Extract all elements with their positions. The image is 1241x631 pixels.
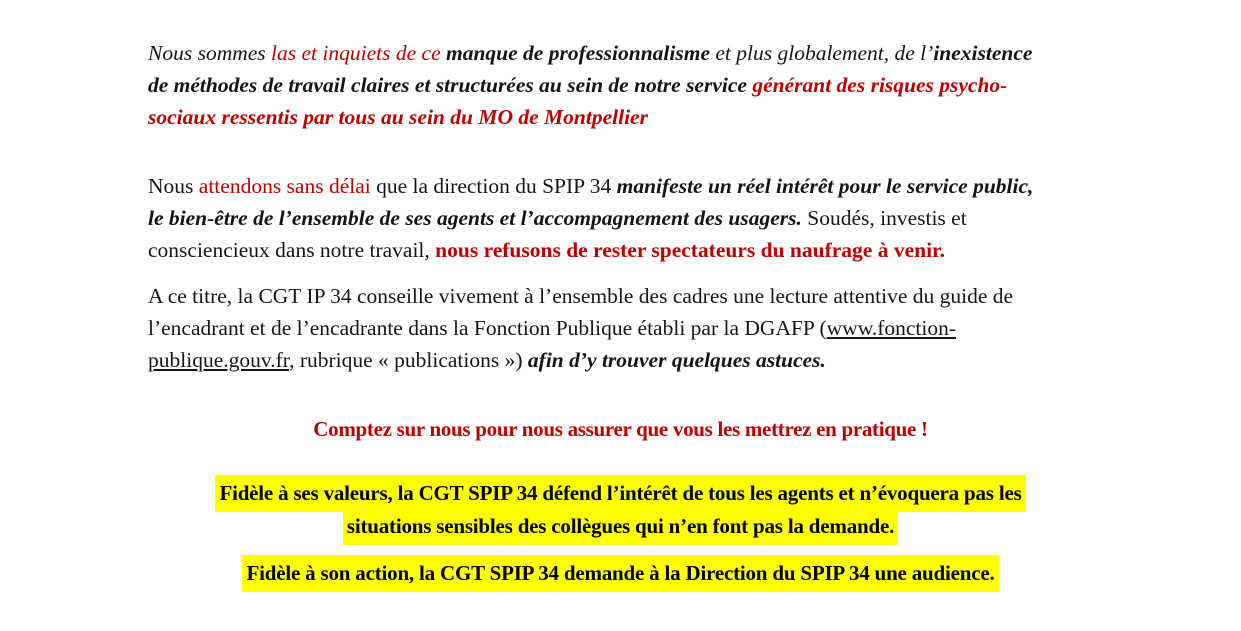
text-line [148, 101, 1093, 133]
text-segment: situations sensibles des collègues qui n’en font pas la demande. [343, 508, 898, 545]
text-segment: , rubrique « publications ») [289, 348, 528, 372]
text-line [148, 234, 1093, 266]
para-comptez [148, 413, 1093, 445]
text-segment: Comptez sur nous pour nous assurer que vous les mettrez en pratique ! [313, 417, 928, 441]
text-segment: inexistence [933, 41, 1033, 65]
text-line [148, 202, 1093, 234]
text-segment: consciencieux dans notre travail, [148, 238, 436, 262]
text-segment: générant des risques psycho- [752, 73, 1008, 97]
text-segment: que la direction du SPIP 34 [376, 174, 617, 198]
text-segment: manque de professionnalisme [446, 41, 710, 65]
text-line [148, 69, 1093, 101]
text-line [148, 557, 1093, 590]
text-segment: le bien-être de l’ensemble de ses agents et l’accompagnement des usagers. [148, 206, 802, 230]
text-segment: afin d’y trouver quelques astuces. [527, 348, 826, 372]
text-segment: sociaux ressentis par tous au sein du MO de Montpellier [148, 105, 648, 129]
text-segment: de méthodes de travail claires et structurées au sein de notre service [148, 73, 753, 97]
text-segment: manifeste un réel intérêt pour le service public, [616, 174, 1034, 198]
hyperlink-fonction-publique[interactable]: www.fonction- [826, 316, 957, 340]
text-segment: attendons sans délai [198, 174, 377, 198]
hyperlink-fonction-publique[interactable]: publique.gouv.fr [148, 348, 290, 372]
para-constat [148, 37, 1093, 133]
text-segment: A ce titre, la CGT IP 34 conseille vivement à l’ensemble des cadres une lecture attentive du guide de [148, 284, 1014, 308]
text-line [148, 312, 1093, 344]
para-fidele-action [148, 557, 1093, 590]
text-segment: Soudés, investis et [801, 206, 967, 230]
text-segment: Fidèle à ses valeurs, la CGT SPIP 34 défend l’intérêt de tous les agents et n’évoquera pas les [215, 475, 1025, 512]
text-line [148, 37, 1093, 69]
text-line [148, 170, 1093, 202]
text-segment: Fidèle à son action, la CGT SPIP 34 demande à la Direction du SPIP 34 une audience. [242, 555, 998, 592]
text-line [148, 510, 1093, 543]
para-attente [148, 170, 1093, 266]
text-line [148, 413, 1093, 445]
text-segment: las et inquiets de ce [271, 41, 446, 65]
text-segment: Nous [148, 174, 199, 198]
text-segment: l’encadrant et de l’encadrante dans la Fonction Publique établi par la DGAFP ( [148, 316, 827, 340]
text-segment: nous refusons de rester spectateurs du naufrage à venir. [435, 238, 945, 262]
text-line [148, 477, 1093, 510]
para-conseil [148, 280, 1093, 376]
text-line [148, 280, 1093, 312]
text-line [148, 344, 1093, 376]
para-fidele-valeurs [148, 477, 1093, 543]
text-segment: et plus globalement, de l’ [710, 41, 934, 65]
text-segment: Nous sommes [148, 41, 272, 65]
